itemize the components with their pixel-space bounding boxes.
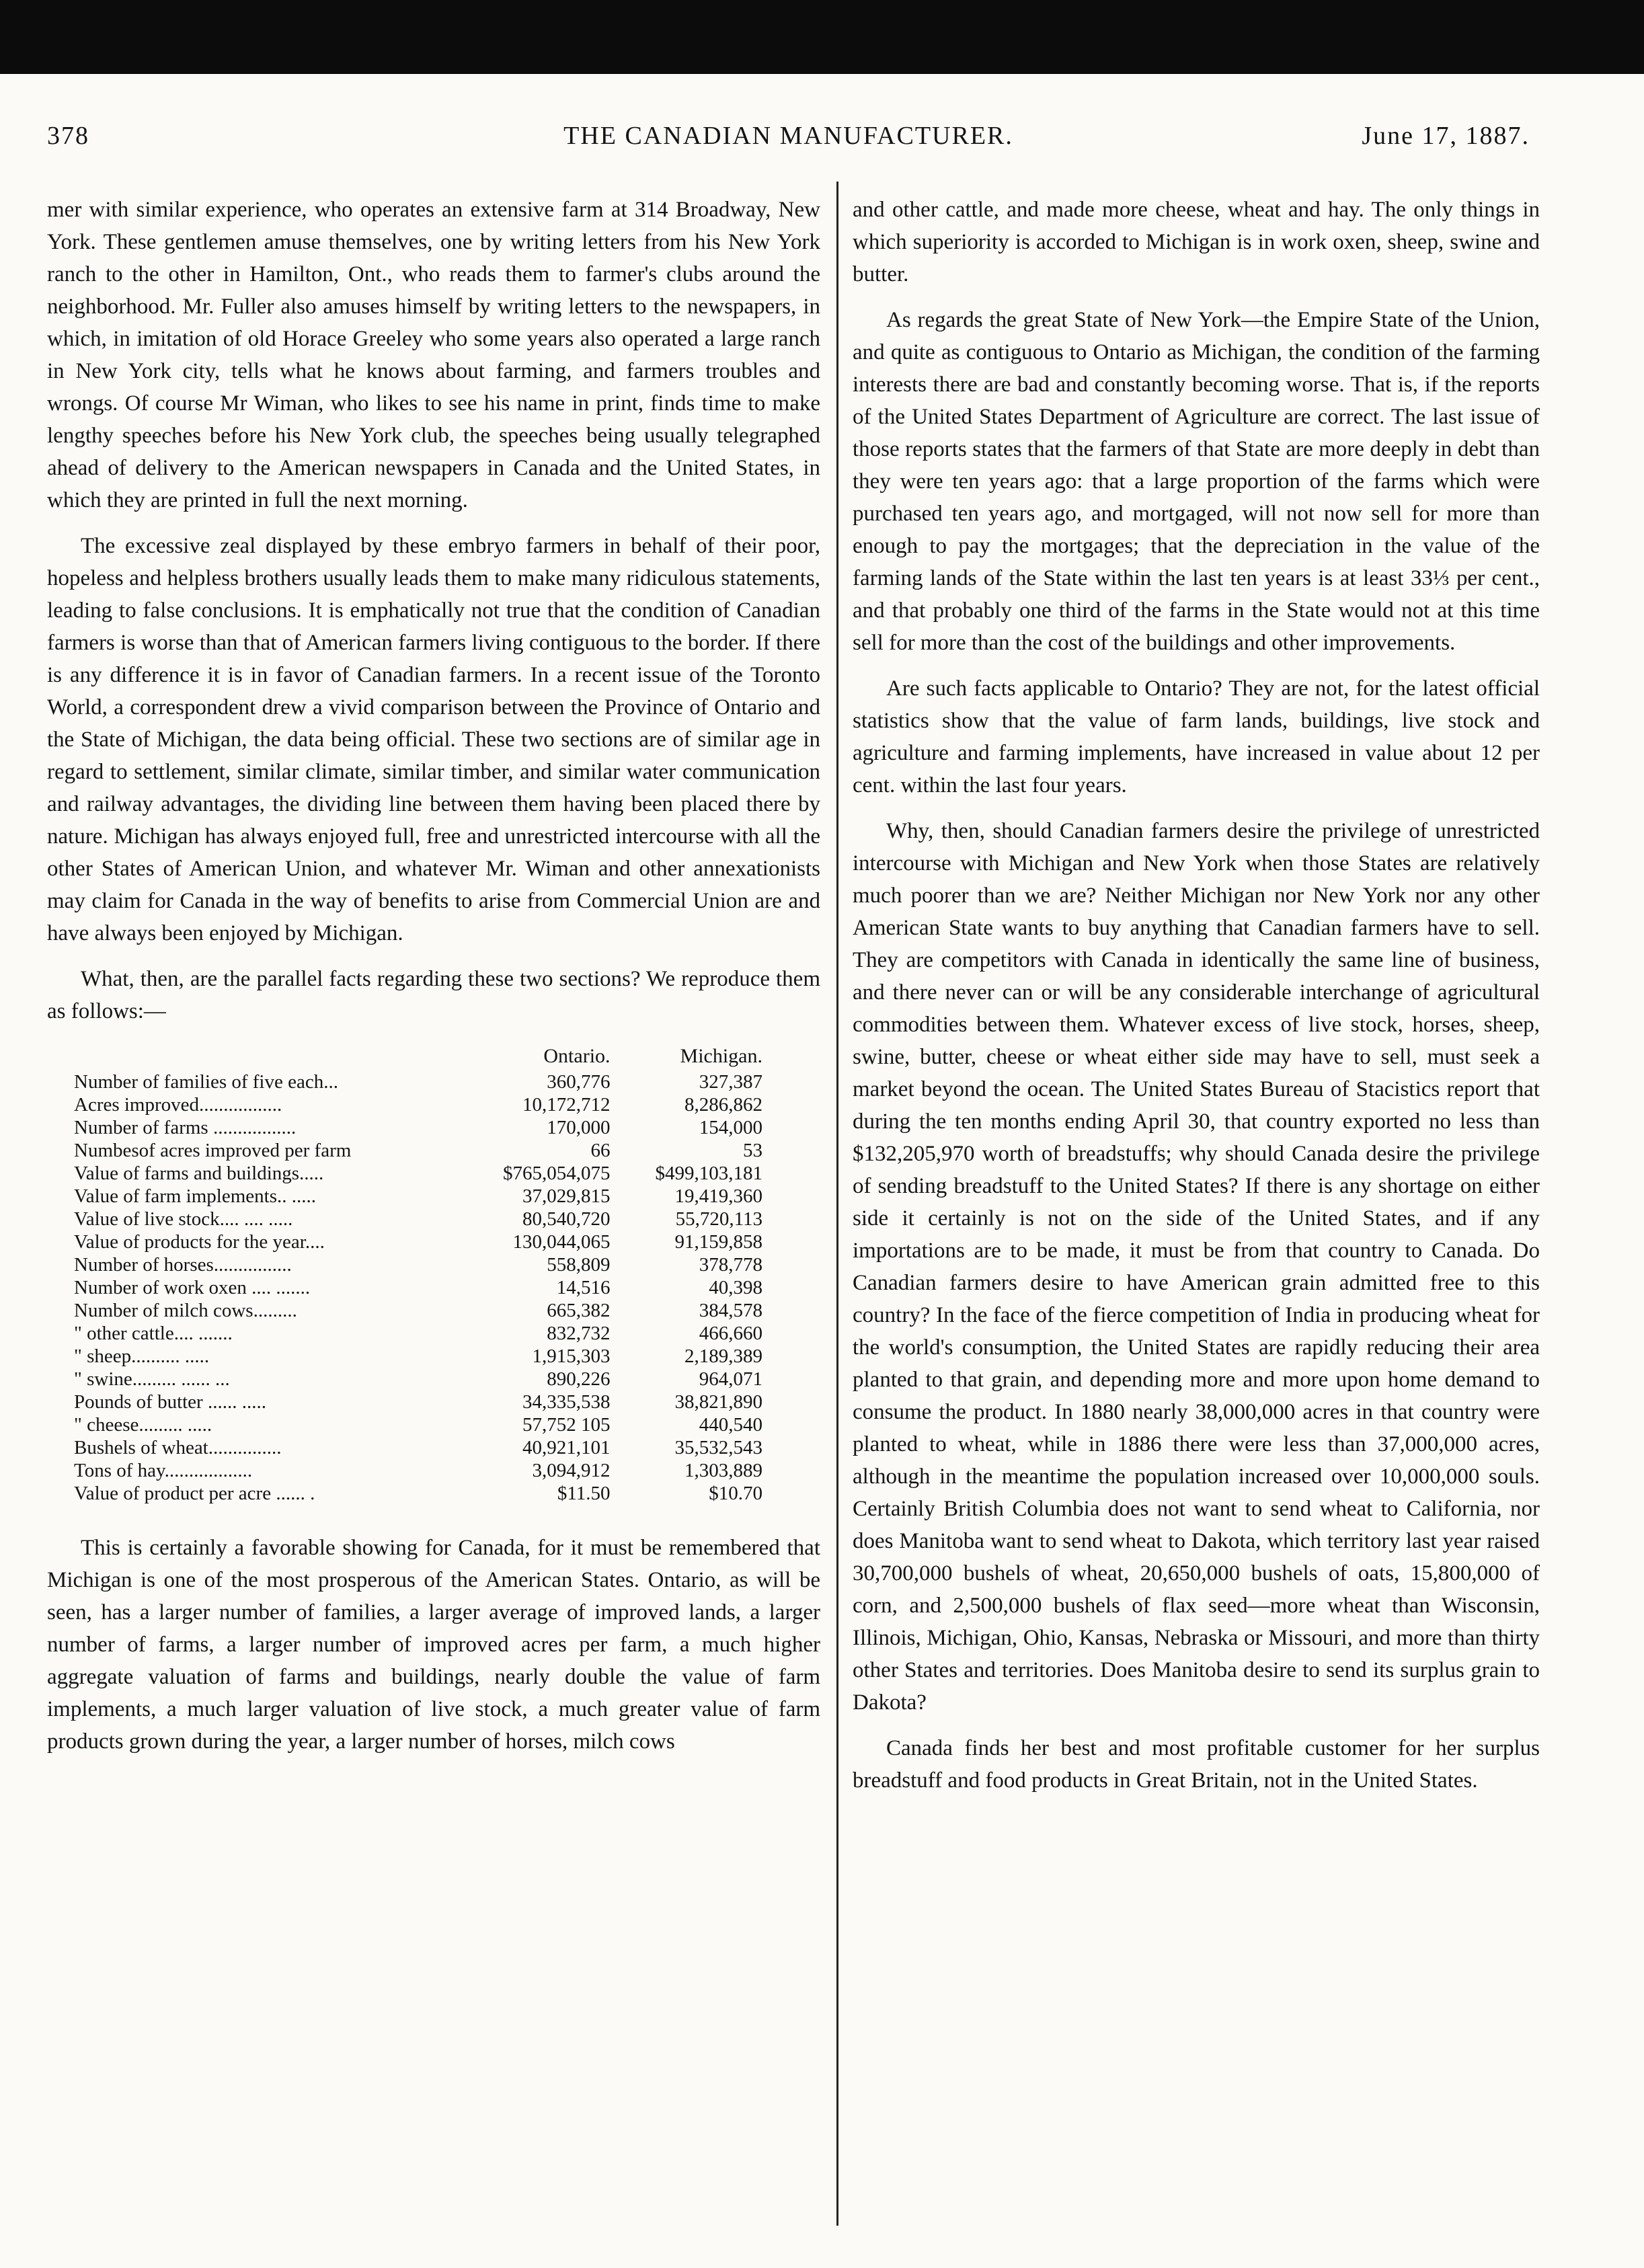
michigan-value: 440,540 [699,1414,762,1436]
row-label: Value of product per acre ...... . [74,1483,315,1504]
header-ontario: Ontario. [543,1045,611,1067]
ontario-value: 130,044,065 [512,1231,611,1253]
ontario-value: 37,029,815 [522,1185,611,1207]
michigan-value: $499,103,181 [655,1163,762,1184]
table-row [74,1299,767,1322]
publication-title: THE CANADIAN MANUFACTURER. [563,122,1013,150]
michigan-value: 91,159,858 [674,1231,762,1253]
ontario-value: 890,226 [547,1368,611,1390]
paragraph: This is certainly a favorable showing for Canada, for it must be remembered that Michigan is one of the most prosperous of the American States. Ontario, as will be seen, has a larger number of families, a larger average of improved lands, a larger number of farms, a larger number of improved acres per farm, a much higher aggregate valuation of farms and buildings, nearly double the value of farm implements, a much larger valuation of live stock, a much greater value of farm products grown during the year, a larger number of horses, milch cows [47,1536,820,1754]
ontario-value: 34,335,538 [522,1391,611,1413]
paragraph: As regards the great State of New York—the Empire State of the Union, and quite as contiguous to Ontario as Michigan, the condition of the farming interests there are bad and constantly becoming worse. That is, if the reports of the United States Department of Agriculture are correct. The last issue of those reports states that the farmers of that State are more deeply in debt than they were ten years ago: that a large proportion of the farms which were purchased ten years ago, and mortgaged, will not now sell for more than enough to pay the mortgages; that the depreciation in the value of the farming lands of the State within the last ten years is at least 33⅓ per cent., and that probably one third of the farms in the State would not at this time sell for more than the cost of the buildings and other improvements. [853,308,1540,655]
table-row [74,1185,767,1208]
ontario-value: 40,921,101 [522,1437,611,1458]
michigan-value: 1,303,889 [684,1460,762,1481]
table-body [74,1070,767,1505]
row-label: Tons of hay.................. [74,1460,253,1481]
table-header-row [74,1045,767,1070]
paragraph: Canada finds her best and most profitable customer for her surplus breadstuff and food products in Great Britain, not in the United States. [853,1736,1540,1793]
ontario-value: 3,094,912 [532,1460,611,1481]
paragraph: What, then, are the parallel facts regarding these two sections? We reproduce them as follows:— [47,967,820,1023]
table-row [74,1276,767,1299]
michigan-value: 35,532,543 [674,1437,762,1458]
michigan-value: 8,286,862 [684,1094,762,1116]
column-divider [836,182,838,2226]
table-row [74,1459,767,1482]
paragraph: and other cattle, and made more cheese, wheat and hay. The only things in which superiority is accorded to Michigan is in work oxen, sheep, swine and butter. [853,198,1540,286]
michigan-value: 384,578 [699,1300,762,1321]
row-label: " swine......... ...... ... [74,1368,230,1390]
table-row [74,1093,767,1116]
ontario-value: 66 [590,1140,611,1161]
ontario-value: 57,752 105 [522,1414,611,1436]
header-michigan: Michigan. [680,1045,762,1067]
table-row [74,1253,767,1276]
ontario-value: 832,732 [547,1323,611,1344]
table-row [74,1368,767,1391]
row-label: Numbesof acres improved per farm [74,1140,352,1161]
michigan-value: $10.70 [709,1483,762,1504]
ontario-value: 360,776 [547,1071,611,1093]
ontario-value: $765,054,075 [503,1163,611,1184]
row-label: Value of products for the year.... [74,1231,325,1253]
left-column [47,194,820,1771]
paragraph: The excessive zeal displayed by these embryo farmers in behalf of their poor, hopeless and helpless brothers usually leads them to make many ridiculous statements, leading to false conclusions. It is emphatically not true that the condition of Canadian farmers is worse than that of American farmers living contiguous to the border. If there is any difference it is in favor of Canadian farmers. In a recent issue of the Toronto World, a correspondent drew a vivid comparison between the Province of Ontario and the State of Michigan, the data being official. These two sections are of similar age in regard to settlement, similar climate, similar timber, and similar water communication and railway advantages, the dividing line between them having been placed there by nature. Michigan has always enjoyed full, free and unrestricted intercourse with all the other States of American Union, and whatever Mr. Wiman and other annexationists may claim for Canada in the way of benefits to arise from Commercial Union are and have always been enjoyed by Michigan. [47,534,820,945]
row-label: Number of horses................ [74,1254,292,1276]
row-label: Value of farm implements.. ..... [74,1185,316,1207]
header-blank [74,1045,469,1070]
ontario-value: 14,516 [556,1277,611,1298]
row-label: Pounds of butter ...... ..... [74,1391,266,1413]
ontario-value: 10,172,712 [522,1094,611,1116]
row-label: Number of work oxen .... ....... [74,1277,311,1298]
scan-border-band [0,0,1644,74]
row-label: Value of farms and buildings..... [74,1163,324,1184]
michigan-value: 55,720,113 [675,1208,762,1230]
table-row [74,1116,767,1139]
michigan-value: 327,387 [699,1071,762,1093]
ontario-value: 1,915,303 [532,1345,611,1367]
ontario-value: 80,540,720 [522,1208,611,1230]
table-row [74,1208,767,1230]
table-row [74,1345,767,1368]
table-row [74,1162,767,1185]
ontario-value: 665,382 [547,1300,611,1321]
table-row [74,1436,767,1459]
running-header [47,121,1530,161]
issue-date: June 17, 1887. [1362,122,1530,150]
row-label: Value of live stock.... .... ..... [74,1208,293,1230]
row-label: Number of families of five each... [74,1071,338,1093]
table-row [74,1230,767,1253]
paragraph: mer with similar experience, who operates an extensive farm at 314 Broadway, New York. These gentlemen amuse themselves, one by writing letters from his New York ranch to the other in Hamilton, Ont., who reads them to farmer's clubs around the neighborhood. Mr. Fuller also amuses himself by writing letters to the newspapers, in which, in imitation of old Horace Greeley who some years also operated a large ranch in New York city, tells what he knows about farming, and farmers troubles and wrongs. Of course Mr Wiman, who likes to see his name in print, finds time to make lengthy speeches before his New York club, the speeches being usually telegraphed ahead of delivery to the American newspapers in Canada and the United States, in which they are printed in full the next morning. [47,198,820,512]
row-label: " sheep.......... ..... [74,1345,210,1367]
paragraph: Why, then, should Canadian farmers desire the privilege of unrestricted intercourse with Michigan and New York when those States are relatively much poorer than we are? Neither Michigan nor New York nor any other American State wants to buy anything that Canadian farmers have to sell. They are competitors with Canada in identically the same line of business, and there never can or will be any considerable interchange of agricultural commodities between them. Whatever excess of live stock, horses, sheep, swine, butter, cheese or wheat either side may have to sell, must seek a market beyond the ocean. The United States Bureau of Stacistics report that during the ten months ending April 30, that country exported no less than $132,205,970 worth of breadstuffs; why should Canada desire the privilege of sending breadstuff to the United States? If there is any shortage on either side it certainly is not on the side of the United States, and if any importations are to be made, it must be from that country to Canada. Do Canadian farmers desire to have American grain admitted free to this country? In the face of the fierce competition of India in producing wheat for the world's consumption, the United States are rapidly reducing their area planted to that grain, and depending more and more upon home demand to consume the product. In 1880 nearly 38,000,000 acres in that country were planted to wheat, while in 1886 there were less than 37,000,000 acres, although in the meantime the population increased over 10,000,000 souls. Certainly British Columbia does not want to send wheat to California, nor does Manitoba want to send wheat to Dakota, which territory last year raised 30,700,000 bushels of wheat, 20,650,000 bushels of oats, 15,800,000 of corn, and 2,500,000 bushels of flax seed—more wheat than Wisconsin, Illinois, Michigan, Ohio, Kansas, Nebraska or Missouri, and more than thirty other States and territories. Does Manitoba desire to send its surplus grain to Dakota? [853,819,1540,1715]
michigan-value: 38,821,890 [674,1391,762,1413]
michigan-value: 466,660 [699,1323,762,1344]
paragraph: Are such facts applicable to Ontario? They are not, for the latest official statistics show that the value of farm lands, buildings, live stock and agriculture and farming implements, have increased in value about 12 per cent. within the last four years. [853,676,1540,797]
right-column [853,194,1540,1810]
table-row [74,1482,767,1505]
table-row [74,1322,767,1345]
michigan-value: 19,419,360 [674,1185,762,1207]
table-row [74,1139,767,1162]
ontario-michigan-table [74,1045,767,1505]
table-row [74,1391,767,1413]
row-label: Bushels of wheat............... [74,1437,282,1458]
row-label: Number of farms ................. [74,1117,297,1138]
michigan-value: 964,071 [699,1368,762,1390]
ontario-value: 170,000 [547,1117,611,1138]
michigan-value: 53 [743,1140,762,1161]
michigan-value: 378,778 [699,1254,762,1276]
row-label: " cheese......... ..... [74,1414,212,1436]
ontario-value: $11.50 [557,1483,611,1504]
ontario-value: 558,809 [547,1254,611,1276]
row-label: " other cattle.... ....... [74,1323,233,1344]
michigan-value: 154,000 [699,1117,762,1138]
table-row [74,1070,767,1093]
table-row [74,1413,767,1436]
michigan-value: 2,189,389 [684,1345,762,1367]
row-label: Number of milch cows......... [74,1300,297,1321]
row-label: Acres improved................. [74,1094,282,1116]
michigan-value: 40,398 [709,1277,762,1298]
page-number: 378 [47,122,89,150]
